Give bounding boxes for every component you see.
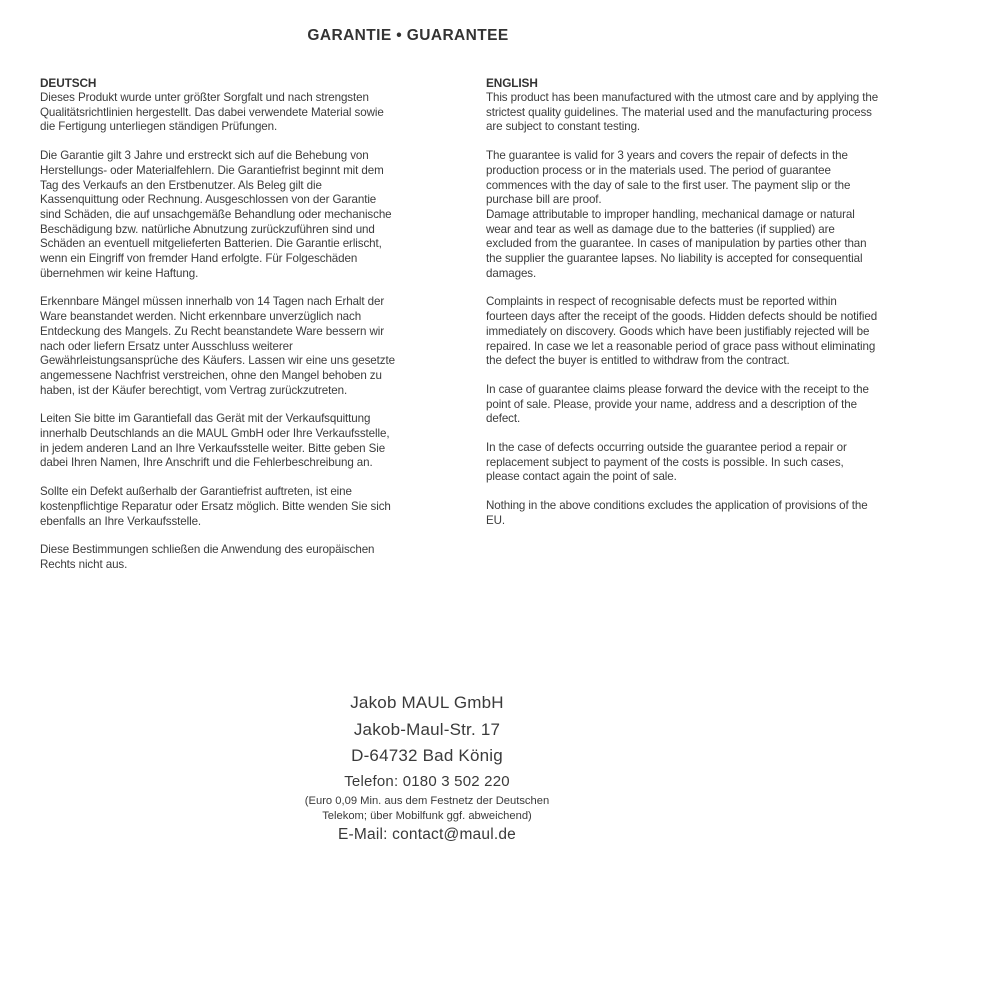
- german-paragraph-2: Die Garantie gilt 3 Jahre und erstreckt sich auf die Behebung von Herstellungs- oder Materialfehlern. Die Garantiefrist beginnt mit dem Tag des Verkaufs an den Erstbenutzer. Als Beleg gilt die Kassenquittung oder Rechnung. Ausgeschlossen von der Garantie sind Schäden, die auf unsachgemäße Behandlung oder mechanische Beschädigung bzw. natürliche Abnutzung zurückzuführen sind und Schäden an eventuell mitgelieferten Batterien. Die Garantie erlischt, wenn ein Eingriff von fremder Hand erfolgte. Für Folgeschäden übernehmen wir keine Haftung.: [40, 149, 392, 280]
- phone-note-line1: (Euro 0,09 Min. aus dem Festnetz der Deutschen: [304, 794, 550, 807]
- company-name: Jakob MAUL GmbH: [350, 693, 504, 712]
- german-paragraph-1: Dieses Produkt wurde unter größter Sorgfalt und nach strengsten Qualitätsrichtlinien hergestellt. Das dabei verwendete Material sowie die Fertigung unterliegen ständigen Prüfungen.: [40, 91, 384, 134]
- english-paragraph-7: Nothing in the above conditions excludes the application of provisions of the EU.: [486, 499, 868, 527]
- english-paragraph-4: Complaints in respect of recognisable defects must be reported within fourteen days after the receipt of the goods. Hidden defects should be notified immediately on discovery. Goods which have been justifiably rejected will be repaired. In case we let a reasonable period of grace pass without eliminating the defect the buyer is entitled to withdraw from the contract.: [486, 295, 878, 368]
- english-paragraph-1: This product has been manufactured with the utmost care and by applying the strictest quality guidelines. The material used and the manufacturing process are subject to constant testing.: [486, 91, 879, 134]
- phone-note-line2: Telekom; über Mobilfunk ggf. abweichend): [322, 809, 532, 822]
- company-city: D-64732 Bad König: [351, 746, 503, 765]
- english-column: [486, 76, 880, 543]
- english-paragraph-3: Damage attributable to improper handling, mechanical damage or natural wear and tear as well as damage due to the batteries (if supplied) are excluded from the guarantee. In cases of manipulation by parties other than the supplier the guarantee lapses. No liability is accepted for consequential damages.: [486, 207, 867, 280]
- english-paragraph-2: The guarantee is valid for 3 years and covers the repair of defects in the production process or in the materials used. The period of guarantee commences with the day of sale to the first user. The payment slip or the purchase bill are proof.: [486, 149, 851, 207]
- english-paragraph-5: In case of guarantee claims please forward the device with the receipt to the point of sale. Please, provide your name, address and a description of the defect.: [486, 382, 869, 426]
- german-paragraph-3: Erkennbare Mängel müssen innerhalb von 14 Tagen nach Erhalt der Ware beanstandet werden. Nicht erkennbare unverzüglich nach Entdeckung des Mangels. Zu Recht beanstandete Ware bessern wir nach oder liefern Ersatz unter Ausschluss weiterer Gewährleistungsansprüche des Käufers. Lassen wir eine uns gesetzte angemessene Nachfrist verstreichen, ohne den Mangel behoben zu haben, ist der Käufer berechtigt, vom Vertrag zurückzutreten.: [40, 295, 395, 397]
- company-address-block: [127, 690, 727, 845]
- german-heading: DEUTSCH: [40, 76, 97, 90]
- page-title: GARANTIE • GUARANTEE: [307, 27, 509, 44]
- german-paragraph-6: Diese Bestimmungen schließen die Anwendung des europäischen Rechts nicht aus.: [40, 543, 375, 571]
- german-paragraph-5: Sollte ein Defekt außerhalb der Garantiefrist auftreten, ist eine kostenpflichtige Reparatur oder Ersatz möglich. Bitte wenden Sie sich ebenfalls an Ihre Verkaufsstelle.: [40, 485, 391, 528]
- company-street: Jakob-Maul-Str. 17: [353, 719, 501, 739]
- english-heading: ENGLISH: [486, 76, 538, 90]
- german-column: [40, 76, 396, 587]
- english-paragraph-6: In the case of defects occurring outside the guarantee period a repair or replacement subject to payment of the costs is possible. In such cases, please contact again the point of sale.: [486, 441, 847, 484]
- german-paragraph-4: Leiten Sie bitte im Garantiefall das Gerät mit der Verkaufsquittung innerhalb Deutschlands an die MAUL GmbH oder Ihre Verkaufsstelle, in jedem anderen Land an Ihre Verkaufsstelle weiter. Bitte geben Sie dabei Ihren Namen, Ihre Anschrift und die Fehlerbeschreibung an.: [40, 412, 390, 470]
- company-phone: Telefon: 0180 3 502 220: [344, 772, 510, 790]
- company-email: E-Mail: contact@maul.de: [338, 825, 516, 843]
